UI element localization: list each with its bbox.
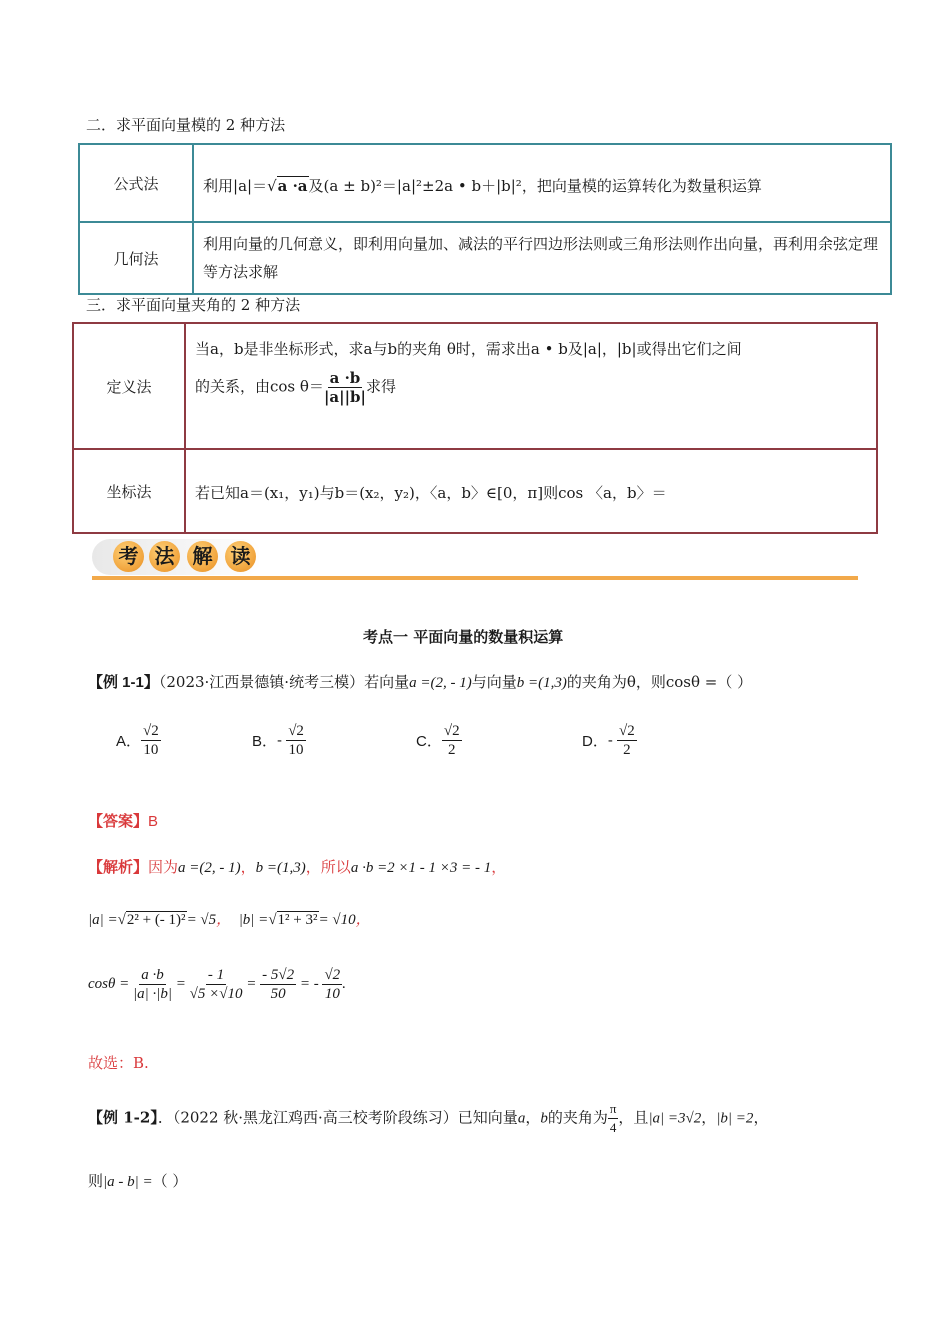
coordinate-method-text: 若已知a＝(x₁，y₁)与b＝(x₂，y₂)，〈a，b〉∈[0，π]则cos 〈a，b〉＝ bbox=[195, 484, 667, 502]
point1-title: 考点一 平面向量的数量积运算 bbox=[363, 628, 564, 646]
section2-heading: 二．求平面向量模的 2 种方法 bbox=[86, 116, 286, 134]
modulus-methods-table bbox=[78, 143, 892, 295]
formula-method-cell bbox=[193, 144, 891, 222]
definition-line2: 的关系，由cos θ＝ $\frac{a \cdot b}{|a||b|}$ 求得 bbox=[195, 369, 396, 406]
analysis-moduli: |a| =√2² + (- 1)²= √5， |b| =√1² + 3²= √10， bbox=[88, 912, 371, 928]
conclusion-line: 故选：B. bbox=[88, 1054, 149, 1072]
formula-method-text: 利用|a|＝√a ·a及(a ± b)²＝|a|²±2a • b＋|b|²，把向量模的运算转化为数量积运算 bbox=[195, 146, 889, 206]
definition-method-cell bbox=[185, 323, 877, 449]
definition-line1: 当a，b是非坐标形式，求a与b的夹角 θ时，需求出a • b及|a|，|b|或得出它们之间 bbox=[195, 340, 742, 358]
answer-line: 【答案】B bbox=[88, 812, 159, 830]
analysis-line1: 【解析】因为a =(2, - 1)，b =(1,3)，所以a ·b =2 ×1 - 1 ×3 = - 1， bbox=[88, 858, 507, 876]
banner-char-3: 解 bbox=[187, 541, 218, 572]
banner-char-4: 读 bbox=[225, 541, 256, 572]
section3-heading: 三．求平面向量夹角的 2 种方法 bbox=[86, 296, 301, 314]
option-a[interactable]: A． $\frac{√2}{10}$ bbox=[116, 723, 159, 758]
banner-char-1: 考 bbox=[113, 541, 144, 572]
geometric-method-label: 几何法 bbox=[79, 222, 193, 294]
example1-question: 【例 1-1】（2023·江西景德镇·统考三模）若向量a =(2, - 1)与向量b =(1,3)的夹角为θ，则cosθ =（ ） bbox=[88, 673, 753, 691]
coordinate-method-cell bbox=[185, 449, 877, 533]
example2-question: 【例 1-2】．（2022 秋·黑龙江鸡西·高三校考阶段练习）已知向量a，b的夹角为 $\frac{\pi}{4}$ ，且|a| =3√2，|b| =2， bbox=[88, 1101, 769, 1135]
analysis-cos: cosθ = $\frac{a \cdot b}{|a| \cdot|b|}$ = $\frac{- 1}{√5 \times√10}$ = $\frac{- 5√2}{50}$ = - $\frac{√2}{10}$ . bbox=[88, 967, 346, 1002]
geometric-method-cell bbox=[193, 222, 891, 294]
cos-def-fraction: $\frac{a \cdot b}{|a||b|}$ bbox=[323, 369, 366, 406]
banner-char-2: 法 bbox=[149, 541, 180, 572]
coordinate-method-label: 坐标法 bbox=[73, 449, 185, 533]
definition-method-label: 定义法 bbox=[73, 323, 185, 449]
option-c[interactable]: C． $\frac{√2}{2}$ bbox=[416, 723, 460, 758]
sqrt-aa: √a ·a bbox=[267, 177, 308, 195]
option-b[interactable]: B．- $\frac{√2}{10}$ bbox=[252, 723, 304, 758]
banner-underline bbox=[92, 576, 858, 580]
option-d[interactable]: D．- $\frac{√2}{2}$ bbox=[582, 723, 635, 758]
geometric-method-text: 利用向量的几何意义，即利用向量加、减法的平行四边形法则或三角形法则作出向量，再利用余弦定理等方法求解 bbox=[203, 235, 879, 281]
formula-method-label: 公式法 bbox=[79, 144, 193, 222]
angle-methods-table bbox=[72, 322, 878, 534]
example2-ask: 则|a - b| =（ ） bbox=[88, 1172, 188, 1190]
